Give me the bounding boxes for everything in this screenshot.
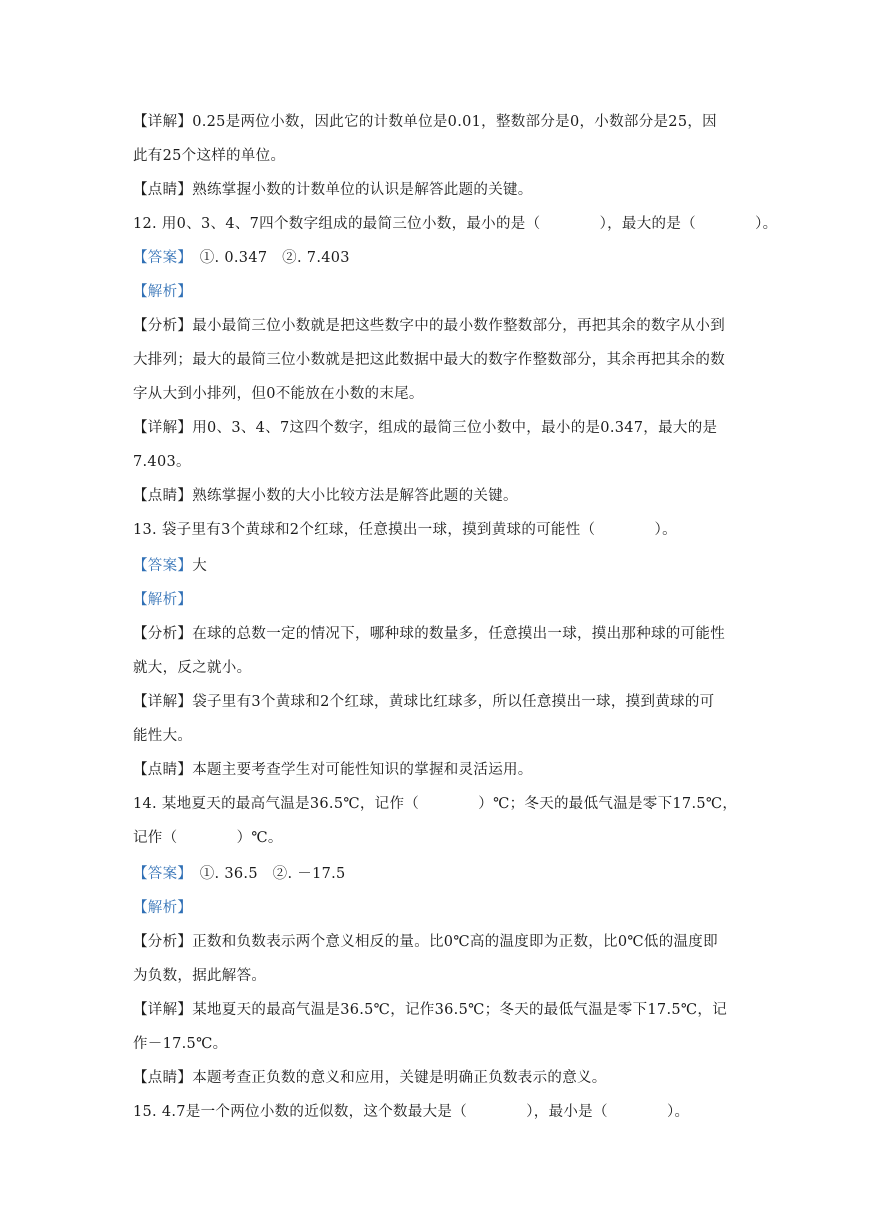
detail-tag: 【详解】	[133, 694, 193, 710]
answer-14	[133, 864, 346, 884]
line-text: 此有25个这样的单位。	[133, 148, 286, 164]
line-tip-14	[133, 1068, 607, 1088]
line-detail-14-cont	[133, 1034, 227, 1054]
answer-tag: 【答案】	[133, 866, 185, 882]
answer-tag: 【答案】	[133, 558, 193, 574]
question-text: 12. 用0、3、4、7四个数字组成的最简三位小数，最小的是（ ），最大的是（ ）。	[133, 216, 778, 232]
line-text: 最小最简三位小数就是把这些数字中的最小数作整数部分，再把其余的数字从小到	[192, 318, 725, 334]
analysis-12	[133, 282, 192, 302]
tip-tag: 【点睛】	[133, 182, 193, 198]
line-detail-14	[133, 1000, 727, 1020]
line-analysis-12	[133, 316, 725, 336]
answer-text: ①. 36.5 ②. －17.5	[184, 866, 346, 882]
tip-tag: 【点睛】	[133, 488, 193, 504]
line-text: 本题考查正负数的意义和应用，关键是明确正负数表示的意义。	[192, 1070, 607, 1086]
line-tip-1	[133, 180, 533, 200]
line-text: 用0、3、4、7这四个数字，组成的最简三位小数中，最小的是0.347，最大的是	[192, 420, 718, 436]
line-detail-1-cont	[133, 146, 285, 166]
answer-text: ①. 0.347 ②. 7.403	[184, 250, 350, 266]
line-text: 大排列；最大的最简三位小数就是把这此数据中最大的数字作整数部分，其余再把其余的数	[133, 352, 725, 368]
line-text: 7.403。	[133, 454, 191, 470]
question-14-cont	[133, 828, 283, 848]
line-tip-12	[133, 486, 518, 506]
line-text: 能性大。	[133, 728, 193, 744]
analysis-tag: 【解析】	[133, 592, 193, 608]
tip-tag: 【点睛】	[133, 762, 193, 778]
analysis-sub-tag: 【分析】	[133, 934, 193, 950]
line-analysis-13	[133, 624, 725, 644]
question-15	[133, 1102, 689, 1122]
line-text: 某地夏天的最高气温是36.5℃，记作36.5℃；冬天的最低气温是零下17.5℃，记	[192, 1002, 728, 1018]
answer-13	[133, 556, 207, 576]
line-text: 袋子里有3个黄球和2个红球，黄球比红球多，所以任意摸出一球，摸到黄球的可	[192, 694, 715, 710]
question-12	[133, 214, 777, 234]
line-tip-13	[133, 760, 533, 780]
line-text: 0.25是两位小数，因此它的计数单位是0.01，整数部分是0，小数部分是25，因	[192, 114, 717, 130]
question-13	[133, 520, 677, 540]
analysis-tag: 【解析】	[133, 900, 193, 916]
line-text: 就大，反之就小。	[133, 660, 252, 676]
question-text: 13. 袋子里有3个黄球和2个红球，任意摸出一球，摸到黄球的可能性（ ）。	[133, 522, 677, 538]
line-detail-12	[133, 418, 717, 438]
detail-tag: 【详解】	[133, 1002, 193, 1018]
line-analysis-13-cont	[133, 658, 251, 678]
analysis-tag: 【解析】	[133, 284, 193, 300]
line-analysis-14-cont	[133, 966, 266, 986]
detail-tag: 【详解】	[133, 420, 193, 436]
line-text: 正数和负数表示两个意义相反的量。比0℃高的温度即为正数，比0℃低的温度即	[192, 934, 718, 950]
detail-tag: 【详解】	[133, 114, 193, 130]
question-14	[133, 794, 737, 814]
analysis-14	[133, 898, 192, 918]
question-text: 14. 某地夏天的最高气温是36.5℃，记作（ ）℃；冬天的最低气温是零下17.5℃，	[133, 796, 738, 812]
line-analysis-14	[133, 932, 718, 952]
line-detail-12-cont	[133, 452, 191, 472]
line-text: 在球的总数一定的情况下，哪种球的数量多，任意摸出一球，摸出那种球的可能性	[192, 626, 725, 642]
line-text: 熟练掌握小数的大小比较方法是解答此题的关键。	[192, 488, 518, 504]
line-detail-13-cont	[133, 726, 192, 746]
analysis-13	[133, 590, 192, 610]
tip-tag: 【点睛】	[133, 1070, 193, 1086]
answer-12	[133, 248, 350, 268]
line-text: 本题主要考查学生对可能性知识的掌握和灵活运用。	[192, 762, 533, 778]
line-text: 作－17.5℃。	[133, 1036, 228, 1052]
line-detail-1	[133, 112, 717, 132]
line-detail-13	[133, 692, 714, 712]
line-text: 为负数，据此解答。	[133, 968, 267, 984]
answer-tag: 【答案】	[133, 250, 185, 266]
line-text: 熟练掌握小数的计数单位的认识是解答此题的关键。	[192, 182, 533, 198]
analysis-sub-tag: 【分析】	[133, 626, 193, 642]
line-analysis-12-cont	[133, 350, 725, 370]
line-text: 字从大到小排列，但0不能放在小数的末尾。	[133, 386, 424, 402]
question-text: 记作（ ）℃。	[133, 830, 283, 846]
answer-text: 大	[192, 558, 208, 574]
line-analysis-12-cont2	[133, 384, 424, 404]
question-text: 15. 4.7是一个两位小数的近似数，这个数最大是（ ），最小是（ ）。	[133, 1104, 690, 1120]
analysis-sub-tag: 【分析】	[133, 318, 193, 334]
